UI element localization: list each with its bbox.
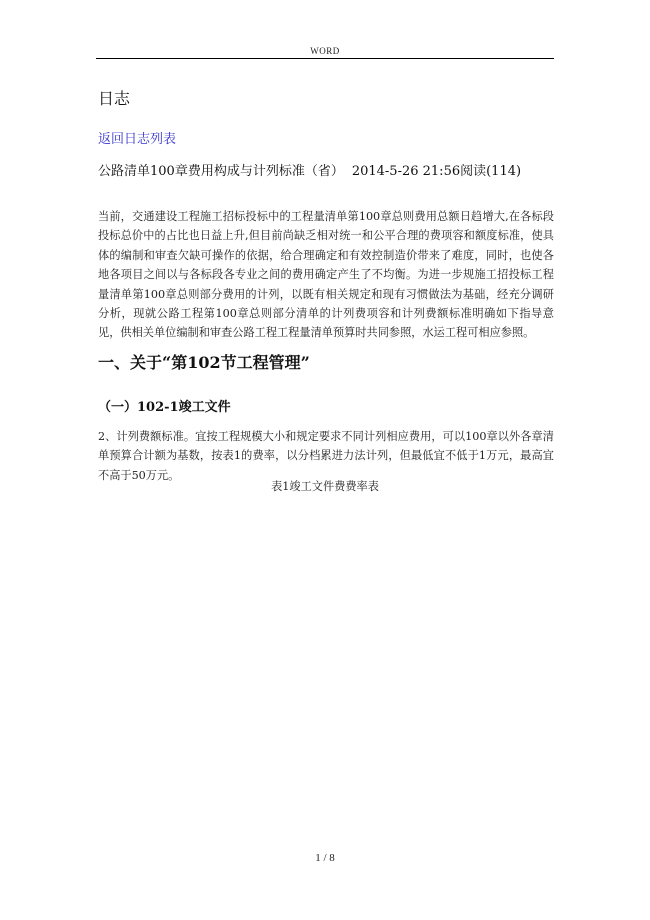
blog-title: 日志 — [98, 89, 131, 108]
post-date: 2014-5-26 21:56 — [351, 164, 461, 179]
fee-standard-paragraph: 2、计列费额标准。宜按工程规模大小和规定要求不同计列相应费用，可以100章以外各章清单预算合计额为基数，按表1的费率，以分档累进力法计列，但最低宜不低于1万元，最高宜不高于50万元。 — [98, 430, 554, 482]
subsection-heading: （一）102-1竣工文件 — [98, 400, 231, 415]
post-title: 公路清单100章费用构成与计列标准（省） — [98, 164, 344, 179]
intro-paragraph: 当前，交通建设工程施工招标投标中的工程量清单第100章总则费用总额日趋增大,在各标段投标总价中的占比也日益上升,但目前尚缺乏相对统一和公平合理的费项容和额度标准，使具体的编制和审查欠缺可操作的依据，给合理确定和有效控制造价带来了难度，同时，也使各地各项目之间以与各标段各专业之间的费用确定产生了不均衡。为进一步规施工招投标工程量清单第100章总则部分费用的计列，以既有相关规定和现有习惯做法为基础，经充分调研分析，现就公路工程第100章总则部分清单的计列费项容和计列费额标准明确如下指导意见，供相关单位编制和审查公路工程工程量清单预算时共同参照，水运工程可相应参照。 — [98, 210, 554, 340]
post-meta — [98, 160, 521, 179]
page-header-label: WORD — [310, 46, 340, 56]
section-heading: 一、关于“第102节工程管理” — [98, 353, 310, 372]
post-reads: 阅读(114) — [460, 164, 522, 179]
table-caption: 表1竣工文件费费率表 — [271, 480, 379, 493]
back-to-list-link[interactable]: 返回日志列表 — [98, 132, 177, 147]
page-number: 1 / 8 — [315, 852, 335, 864]
header-rule — [96, 58, 554, 59]
